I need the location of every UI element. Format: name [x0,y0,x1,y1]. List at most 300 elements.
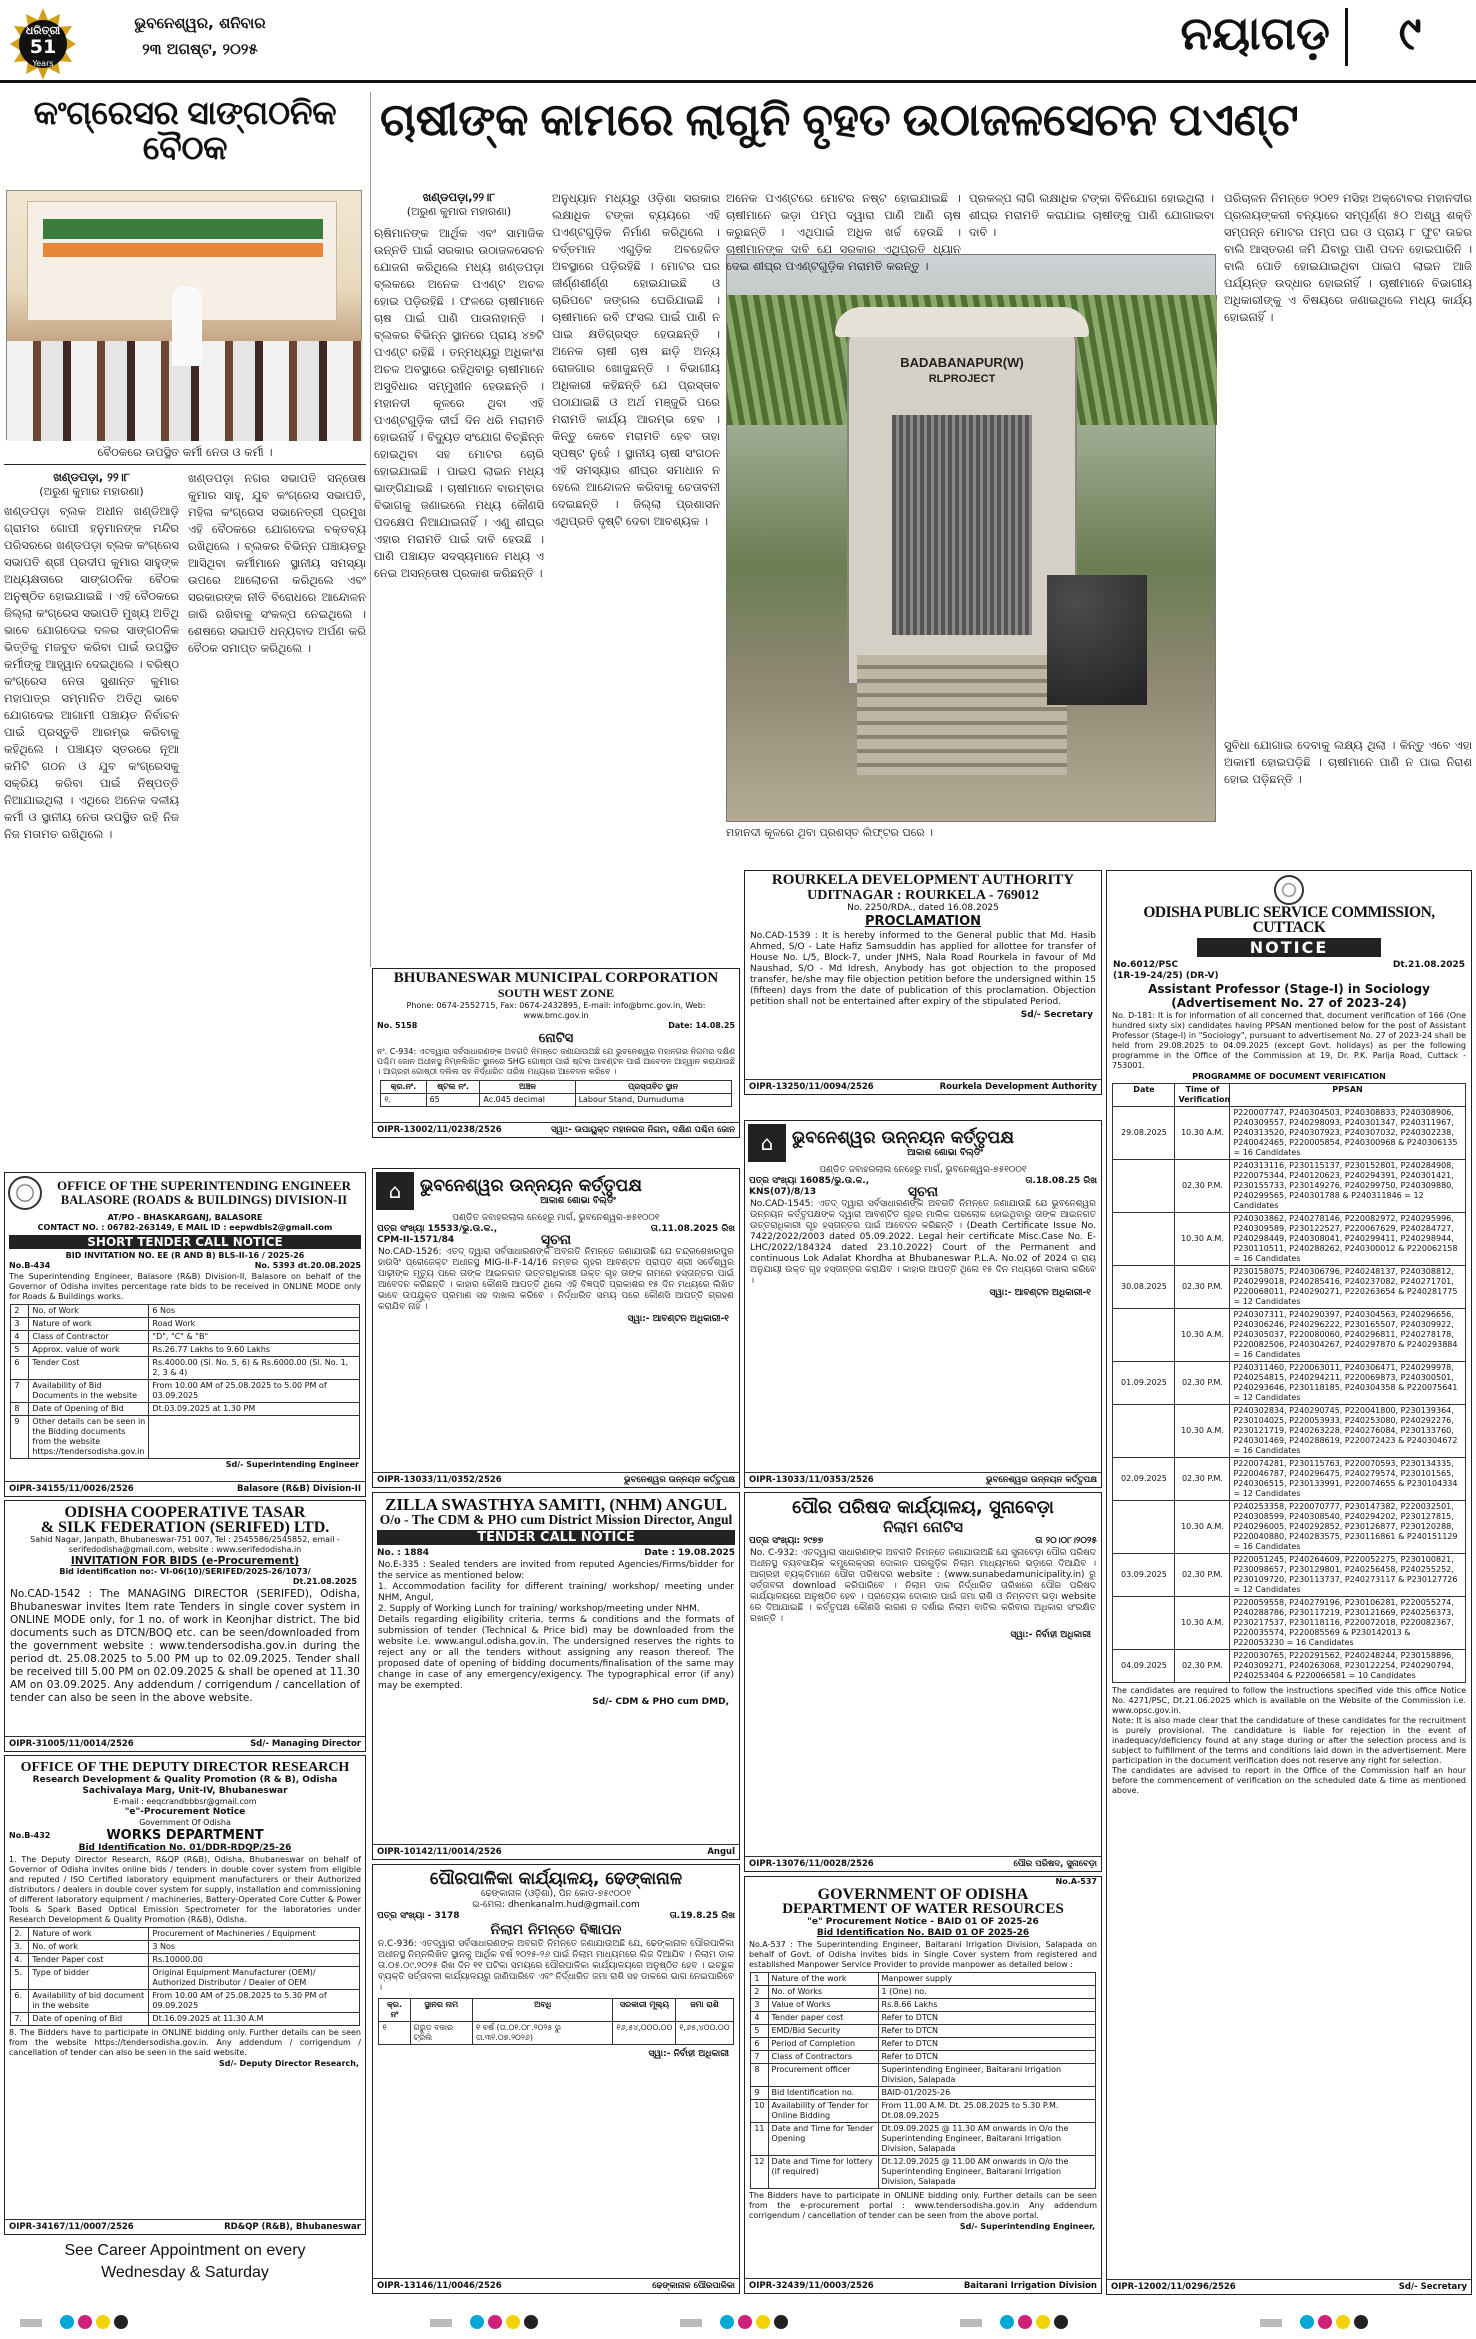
table-cell: Availability of bid document in the website [29,1990,149,2013]
ddr-body: 1. The Deputy Director Research, R&QP (R&B), Odisha, Bhubaneswar on behalf of Governor of Odisha invites online bids / tenders in double cover system from eligible and reputed / ISO Certified laboratory equipment manufacturers or their Authorized distributors / dealers in double cover system for supply, installation and commissioning of different laboratory equipment / machineries, Battery-Operated Core Cutter & Power Tools & Spark Based Optical Emission Spectrometer for the laboratories under Research Development & Quality Promotion (R&B), Odisha. [9,1855,361,1924]
table-cell [1113,1160,1175,1213]
registration-bar [960,2319,982,2327]
bda1-sub: ଆକାଶ ଶୋଭା ବିଲ୍ଡିଂ [540,1195,616,1206]
opsc-oipr: OIPR-12002/11/0296/2526 [1111,2282,1236,2292]
table-cell: 03.09.2025 [1113,1554,1175,1597]
zss-date: Date : 19.08.2025 [644,1548,735,1558]
bda2-address: ପଣ୍ଡିତ ଜବାହରଲାଲ ନେହେରୁ ମାର୍ଗ, ଭୁବନେଶ୍ୱର-୭୫୧୦୦୧ [819,1165,1027,1175]
bda1-date: ତା.11.08.2025 ରିଖ [650,1224,735,1234]
registration-dot [738,2315,752,2329]
registration-dot [774,2315,788,2329]
table-cell: Dt.09.09.2025 @ 11.30 AM onwards in O/o the Superintending Engineer, Baitarani Irrigation Division, Salapada [878,2123,1095,2156]
bmc-contact: Phone: 0674-2552715, Fax: 0674-2432895, E-mail: info@bmc.gov.in, Web: www.bmc.gov.in [406,1001,706,1020]
ose-bno: No.B-434 [9,1261,51,1270]
dhenk-body: ନ.C-936: ଏତଦ୍ୱାରା ସର୍ବସାଧାରଣଙ୍କ ଅବଗତି ନିମନ୍ତେ ଜଣାଯାଉଅଛି ଯେ, ଢେଙ୍କାନାଳ ପୌରପାଳିକା ଅଧୀନସ୍ଥ ନିମ୍ନଲିଖିତ ସ୍ଥାନକୁ ଆର୍ଥିକ ବର୍ଷ ୨୦୨୫-୨୬ ପାଇଁ ନିଲାମ ମାଧ୍ୟମରେ ଲିଜ ଦିଆଯିବ । ନିଲାମ ଡାକ ତା.୦୫.୦୯.୨୦୨୫ ରିଖ ଦିନ ୧୧ ଘଟିକା ସମୟରେ ପୌରପାଳିକା କାର୍ଯ୍ୟାଳୟରେ ଅନୁଷ୍ଠିତ ହେବ । ଇଚ୍ଛୁକ ବ୍ୟକ୍ତି ସର୍ତ୍ତାବଳୀ କାର୍ଯ୍ୟାଳୟରୁ ଜାଣିପାରିବେ ଏବଂ ନିର୍ଦ୍ଧାରିତ ଜମା ରାଶି ସହ ଡାକରେ ଭାଗ ନେଇପାରିବେ । [378,1939,734,1993]
bda1-oipr: OIPR-13033/11/0352/2526 [377,1475,502,1485]
table-cell: 8 [11,1403,29,1416]
dwr-dept: DEPARTMENT OF WATER RESOURCES [782,1901,1064,1917]
registration-dot [1054,2315,1068,2329]
table-cell: 2 [751,1986,768,1999]
opsc-notice [1106,870,1472,2295]
opsc-adv: (Advertisement No. 27 of 2023-24) [1171,996,1407,1010]
table-row [1113,1213,1465,1266]
table-cell: 02.30 P.M. [1175,1458,1230,1501]
table-cell: P240303862, P240278146, P220082972, P240295996, P240309589, P230122527, P220067629, P240284727, P240298449, P240308041, P240299411, P240298944, P230110511, P240288262, P240300012 & P220062158 = 16 Candidates [1230,1213,1465,1266]
ddr-bar: WORKS DEPARTMENT [106,1828,264,1843]
table-cell: P240307311, P240290397, P240304563, P240296656, P240306246, P240296222, P230165507, P240309922, P240305037, P220080060, P240296811, P240278178, P220082506, P240304267, P240297870 & P240293884 = 16 Candidates [1230,1309,1465,1362]
table-cell: Period of Completion [768,2038,878,2051]
table-cell: 5. [11,1967,29,1990]
zss-subtitle: O/o - The CDM & PHO cum District Mission Director, Angul [379,1512,733,1527]
ose-contact: CONTACT NO. : 06782-263149, E MAIL ID : eepwdbls2@gmail.com [37,1223,333,1232]
table-cell: 02.30 P.M. [1175,1266,1230,1309]
table-cell: Bid Identification no. [768,2087,878,2100]
opsc-signature: Sd/- Secretary [1398,2282,1467,2292]
opsc-intro: No. D-181: It is for information of all concerned that, document verification of 166 (One hundred sixty six) candidates having PPSAN mentioned below for the post of Assistant Professor (Stage-I) in "Sociology", pursuant to advertisement No. 27 of 2023-24 shall be held from 29.08.2025 to 04.09.2025 (except Govt. holidays) as per the following programme in the Office of the Commission at 19, Dr. P.K. Parija Road, Cuttack - 753001. [1112,1011,1466,1070]
table-row [751,2012,1095,2025]
ddr-email: E-mail : eeqcrandbbbsr@gmail.com [113,1797,257,1806]
career-banner [4,2240,366,2290]
table-cell: From 10.00 AM of 25.08.2025 to 5.30 PM of 09.09.2025 [149,1990,359,2013]
rda-body: No.CAD-1539 : It is hereby informed to the General public that Md. Hasib Ahmed, S/O - Late Hafiz Samsuddin has applied for allottee for transfer of House No. L/5, Block-7, under JNHS, Nala Road Rourkela in favour of Md Naushad, S/O - Md Idresh, Anybody has got objection to the proposed transfer, he/she may file objection petition before the undersigned within 15 (fifteen) days from the date of publication of this proclamation. Objection petition shall not be entertained after expiry of the stipulated Period. [750,931,1096,1007]
opsc-title: ODISHA PUBLIC SERVICE COMMISSION, CUTTACK [1143,904,1435,936]
sunabeda-auction-notice [744,1492,1102,1872]
registration-dot [1300,2315,1314,2329]
table-row [1113,1107,1465,1160]
table-cell: 7 [11,1380,29,1403]
opsc-sub: (1R-19-24/25) (DR-V) [1113,971,1219,981]
table-cell: 10 [751,2100,768,2123]
dhenk-address: ଢେଙ୍କାନାଳ (ଓଡ଼ିଶା), ପିନ କୋଡ-୭୫୯୦୦୧ [480,1889,632,1899]
registration-bar [430,2319,452,2327]
registration-dot [756,2315,770,2329]
table-cell: Dt.16.09.2025 at 11.30 A.M [149,2013,359,2026]
table-cell: Approx. value of work [29,1344,149,1357]
table-row [11,2013,359,2026]
table-cell: Availability of Bid Documents in the website [29,1380,149,1403]
table-cell: P220059558, P240279196, P230106281, P220055274, P240288786, P230117219, P230121669, P240256373, P230217537, P230118116, P220072018, P220082367, P220035574, P220085569 & P230142013 & P220053230 = 16 Candidates [1230,1597,1465,1650]
table-cell: 1 (One) no. [878,1986,1095,1999]
table-cell: 6 [751,2038,768,2051]
table-cell: Dt.03.09.2025 at 1.30 PM [149,1403,359,1416]
opsc-number: No.6012/PSC [1113,960,1179,970]
serifed-body: No.CAD-1542 : The MANAGING DIRECTOR (SERIFED), Odisha, Bhubaneswar invites Item rate Tenders in single cover system in ONLINE MODE only, for 1 no. of work in Keonjhar district. The bid documents such as DTCN/BOQ etc. can be seen/downloaded from the government website : www.tendersodisha.gov.in during the period dt. 25.08.2025 to 5.00 PM up to 02.09.2025. Tender shall be received till 5.00 PM on 02.09.2025 & shall be opened at 11.30 AM on 03.09.2025. Any addendum / corrigendum / cancellation of tender can also be seen in the above website. [10,1588,360,1704]
table-cell: P240311460, P220063011, P240306471, P240299978, P240254815, P240294211, P220069873, P240300501, P240293646, P230118185, P240304358 & P220075641 = 12 Candidates [1230,1362,1465,1405]
ddr-signature: Sd/- Deputy Director Research, [219,2059,359,2068]
table-row [11,1344,359,1357]
table-cell [1113,1597,1175,1650]
table-cell: 5 [11,1344,29,1357]
ose-table [10,1304,359,1459]
table-header: Time of Verification [1175,1084,1230,1107]
ose-title: OFFICE OF THE SUPERINTENDING ENGINEER [57,1178,351,1193]
table-cell: Refer to DTCN [878,2051,1095,2064]
table-row [1113,1266,1465,1309]
table-header: PPSAN [1230,1084,1465,1107]
table-row [1113,1501,1465,1554]
ddr-gov: Government Of Odisha [139,1818,231,1827]
bda-notice-2 [744,1120,1102,1488]
dhenk-number: ପତ୍ର ସଂଖ୍ୟା - 3178 [377,1911,460,1921]
registration-dot [114,2315,128,2329]
masthead [0,0,1476,90]
lead-column-3a: ଅନେକ ପଏଣ୍ଟରେ ମୋଟର ନଷ୍ଟ ହୋଇଯାଇଛି । ଚାଷୀମାନେ ଭଡ଼ା ପମ୍ପ ଦ୍ୱାରା ପାଣି ଆଣି ଚାଷ କରୁଛନ୍ତି । ଏଥିପାଇଁ ଅଧିକ ଖର୍ଚ୍ଚ ହେଉଛି । ଚାଷୀମାନଙ୍କ ଦାବି ଯେ ସରକାର ଏଥିପ୍ରତି ଧ୍ୟାନ ଦେଇ ଶୀଘ୍ର ପଏଣ୍ଟଗୁଡ଼ିକ ମରାମତି କରନ୍ତୁ । [726,191,961,273]
opsc-table [1112,1083,1465,1683]
congress-headline: କଂଗ୍ରେସର ସାଙ୍ଗଠନିକ ବୈଠକ [33,94,337,166]
rda-number: No. 2250/RDA., dated 16.08.2025 [847,903,999,913]
bda2-body: No.CAD-1545: ଏତଦ୍ ଦ୍ୱାରା ସର୍ବସାଧାରଣଙ୍କ ଅବଗତି ନିମନ୍ତେ ଜଣାଯାଉଛି ଯେ ଭୁବନେଶ୍ୱର ଉନ୍ନୟନ କର୍ତ୍ତୃପକ୍ଷଙ୍କ ଦ୍ୱାରା ଆବଣ୍ଟିତ ଗୃହର ମାଲିକ ପରଲୋକ ହୋଇଥିବାରୁ ତାଙ୍କ ଆଇନଗତ ଉତ୍ତରାଧିକାରୀ ଗୃହ ହସ୍ତାନ୍ତର ପାଇଁ ଆବେଦନ କରିଛନ୍ତି । (Death Certificate Issue No. 7422/2022/2003 dated 05.09.2022. Legal heir certificate Misc.Case No. E-LHC/2022/184324 dated 23.10.2022) Court of the Permanent and continuous Lok Adalat Khordha at Bhubaneswar P.L.A. No.02 of 2024 ର ରାୟ ଅନୁଯାୟୀ ଉକ୍ତ ଗୃହ ହସ୍ତାନ୍ତର କରାଯିବ । କାହାର ଆପତ୍ତି ଥିଲେ ୧୫ ଦିନ ମଧ୍ୟରେ ଦାଖଲ କରିବେ । [750,1199,1096,1286]
dwr-table [750,1972,1095,2189]
opsc-date: Dt.21.08.2025 [1392,960,1465,970]
table-cell: "D", "C" & "B" [149,1331,359,1344]
lead-byline: (ଅରୁଣ କୁମାର ମହାରଣା) [406,205,512,218]
table-row [1113,1597,1465,1650]
table-cell: P240302834, P240290745, P220041800, P230139364, P230104025, P220053933, P240253080, P240292276, P230121719, P240263228, P240276084, P230133760, P240301469, P240288619, P220072423 & P240304672 = 16 Candidates [1230,1405,1465,1458]
table-cell: P220051245, P240264609, P220052275, P230100821, P230098657, P230129801, P240256458, P240255252, P230109720, P230113737, P240273117 & P230127726 = 12 Candidates [1230,1554,1465,1597]
table-cell [1113,1501,1175,1554]
dwr-no: No.A-537 [1055,1877,1097,1886]
sunab-signature-2: ପୌର ପରିଷଦ, ସୁନାବେଡ଼ା [1013,1859,1097,1869]
registration-dot [1354,2315,1368,2329]
table-cell: 5 [751,2025,768,2038]
dhenk-email: ଇ-ମେଲ: dhenkanalm.hud@gmail.com [472,1900,640,1910]
ose-signature-2: Balasore (R&B) Division-II [237,1484,361,1494]
zss-angul-notice [372,1492,740,1860]
sunab-oipr: OIPR-13076/11/0028/2526 [749,1859,874,1869]
table-row [11,1305,359,1318]
bda2-sub: ଆକାଶ ଶୋଭା ବିଲ୍ଡିଂ [907,1147,983,1158]
table-cell: 4. [11,1954,29,1967]
table-cell: 02.30 P.M. [1175,1160,1230,1213]
table-cell: Rs.8.66 Lakhs [878,1999,1095,2012]
table-cell: P220030765, P220291562, P240248244, P230158896, P240309271, P240263068, P230122254, P240290794, P240253404 & P220066581 = 10 Candidates [1230,1650,1465,1683]
bda1-body: No.CAD-1526: ଏତଦ୍ ଦ୍ୱାରା ସର୍ବସାଧାରଣଙ୍କ ଅବଗତି ନିମନ୍ତେ ଜଣାଯାଉଛି ଯେ ଚନ୍ଦ୍ରଶେଖରପୁର ହାଉସିଂ ପ୍ରୋଜେକ୍ଟ ଅଧୀନସ୍ଥ MIG-II-F-14/16 ନମ୍ବର ଗୃହର ଆବଣ୍ଟନ ପ୍ରାପ୍ତ ଶ୍ରୀ ସର୍ବେଶ୍ୱର ପାଢ଼ୀଙ୍କ ମୃତ୍ୟୁ ପରେ ତାଙ୍କ ଆଇନଗତ ଉତ୍ତରାଧିକାରୀ ଉକ୍ତ ଗୃହ ତାଙ୍କ ନାମରେ ହସ୍ତାନ୍ତର ପାଇଁ ଆବେଦନ କରିଛନ୍ତି । କାହାର କୌଣସି ଆପତ୍ତି ଥିଲେ ଏହି ବିଜ୍ଞପ୍ତି ପ୍ରକାଶର ୧୫ ଦିନ ମଧ୍ୟରେ ଲିଖିତ ଭାବେ ଉପଯୁକ୍ତ ପ୍ରମାଣ ସହ ଦାଖଲ କରିବେ । ନିର୍ଦ୍ଧାରିତ ସମୟ ପରେ କୌଣସି ଆପତ୍ତି ଗ୍ରହଣ କରାଯିବ ନାହିଁ । [378,1247,734,1312]
table-cell: 2 [11,1305,29,1318]
dwr-intro: No.A-537 : The Superintending Engineer, Baitarani Irrigation Division, Salapada on behalf of Govt. of Odisha invites bids in Single Cover system from registered and established Manpower Service Provider to provide manpower as detailed below : [749,1940,1097,1969]
table-row [1113,1160,1465,1213]
registration-dot [1036,2315,1050,2329]
serifed-bid: Bid identification no:- VI-06(10)/SERIFED/2025-26/1073/ [59,1567,311,1576]
bmc-notice [372,968,740,1138]
table-cell: Tender paper cost [768,2012,878,2025]
lead-column-3b: ପ୍ରକଳ୍ପ ଲାଗି ଲକ୍ଷାଧିକ ଟଙ୍କା ବିନିଯୋଗ ହୋଇଥିଲା । ଶୀଘ୍ର ମରାମତି କରାଯାଇ ଚାଷୀଙ୍କୁ ପାଣି ଯୋଗାଇବା ଦାବି । [969,191,1214,239]
table-cell: 10.30 A.M. [1175,1107,1230,1160]
ddr-signature-2: RD&QP (R&B), Bhubaneswar [224,2222,361,2232]
serifed-oipr: OIPR-31005/11/0014/2526 [9,1739,134,1749]
table-cell: Other details can be seen in the Bidding documents from the website https://tendersodisha.gov.in [29,1416,149,1459]
rda-proclamation [744,870,1102,1095]
table-row [11,1403,359,1416]
registration-dot [524,2315,538,2329]
table-cell: Nature of work [29,1318,149,1331]
table-cell: Procurement of Machineries / Equipment [149,1928,359,1941]
bda2-bar: ସୂଚନା [907,1184,939,1200]
table-cell: 8 [751,2064,768,2087]
table-row [751,2087,1095,2100]
table-row [1113,1362,1465,1405]
bmc-notice-label: ନୋଟିସ [538,1031,574,1046]
dhenk-title: ପୌରପାଳିକା କାର୍ଯ୍ୟାଳୟ, ଢେଙ୍କାନାଳ [429,1869,683,1889]
ose-division: BALASORE (ROADS & BUILDINGS) DIVISION-II [60,1193,348,1207]
registration-dot [1018,2315,1032,2329]
table-cell: 30.08.2025 [1113,1266,1175,1309]
serifed-date: Dt.21.08.2025 [292,1577,357,1586]
logo-text: ଧରିତ୍ରୀ [25,24,61,37]
table-cell: Date and Time for lottery (if required) [768,2156,878,2189]
table-cell: 9 [751,2087,768,2100]
table-cell: 02.30 P.M. [1175,1362,1230,1405]
table-cell: Dt.12.09.2025 @ 11.00 AM onwards in O/o the Superintending Engineer, Baitarani Irrigation Division, Salapada [878,2156,1095,2189]
registration-bar [20,2319,42,2327]
table-row [751,2156,1095,2189]
bda1-bar: ସୂଚନା [540,1232,572,1248]
dhenk-oipr: OIPR-13146/11/0046/2526 [377,2281,502,2291]
table-cell: 10.30 A.M. [1175,1405,1230,1458]
table-cell: 10.30 A.M. [1175,1501,1230,1554]
ddr-subtitle: Research Development & Quality Promotion (R & B), Odisha [32,1775,338,1785]
lead-photo-caption: ମହାନଦୀ କୂଳରେ ଥିବା ପ୍ରଶସ୍ତ ଲିଫ୍ଟର ଘରେ । [726,826,934,839]
bda1-address: ପଣ୍ଡିତ ଜବାହରଲାଲ ନେହେରୁ ମାର୍ଗ, ଭୁବନେଶ୍ୱର-୭୫୧୦୦୧ [452,1213,660,1223]
table-cell: P240253358, P220070777, P230147382, P220032501, P240308599, P240308540, P240294202, P230127815, P240296005, P240292852, P230126877, P230120288, P220040880, P240283575, P230116861 & P240151129 = 16 Candidates [1230,1501,1465,1554]
table-row [751,1999,1095,2012]
lead-column-1: ଋଷିମାନଙ୍କ ଆର୍ଥିକ ଏବଂ ସାମାଜିକ ଉନ୍ନତି ପାଇଁ ସରକାର ଉଠାଜଳସେଚନ ଯୋଜନା କରିଥିଲେ ମଧ୍ୟ ଖଣ୍ଡପଡ଼ା ବ୍ଲକରେ ଅନେକ ପଏଣ୍ଟ ଅଚଳ ହୋଇ ପଡ଼ିରହିଛି । ଫଳରେ ଚାଷୀମାନେ ଚାଷ ପାଇଁ ପାଣି ପାଉନାହାନ୍ତି । ବ୍ଲକର ବିଭିନ୍ନ ସ୍ଥାନରେ ପ୍ରାୟ ୪୭ଟି ପଏଣ୍ଟ ରହିଛି । ତନ୍ମଧ୍ୟରୁ ଅଧିକାଂଶ ଅଚଳ ଅବସ୍ଥାରେ ରହିଥିବାରୁ ଚାଷୀମାନେ ଅସୁବିଧାର ସମ୍ମୁଖୀନ ହେଉଛନ୍ତି । ମହାନଦୀ କୂଳରେ ଥିବା ଏହି ପଏଣ୍ଟଗୁଡ଼ିକ ଦୀର୍ଘ ଦିନ ଧରି ମରାମତି ହୋଇନାହିଁ । ବିଦ୍ୟୁତ ସଂଯୋଗ ବିଚ୍ଛିନ୍ନ ହୋଇଥିବା ସହ ମୋଟର ଚୋରି ହୋଇଯାଇଛି । ପାଇପ ଲାଇନ ମଧ୍ୟ ଭାଙ୍ଗିଯାଇଛି । ଚାଷୀମାନେ ବାରମ୍ବାର ବିଭାଗକୁ ଜଣାଇଲେ ମଧ୍ୟ କୌଣସି ପଦକ୍ଷେପ ନିଆଯାଇନାହିଁ । ଏଣୁ ଶୀଘ୍ର ଏହାର ମରାମତି ପାଇଁ ଦାବି ହେଉଛି । ପାଣି ପଞ୍ଚାୟତ ସଦସ୍ୟମାନେ ମଧ୍ୟ ଏ ନେଇ ଅସନ୍ତୋଷ ପ୍ରକାଶ କରିଛନ୍ତି । [374,226,544,580]
congress-byline: (ଅରୁଣ କୁମାର ମହାରଣା) [39,485,144,498]
page-number: ୯ [1398,6,1422,60]
table-row [1113,1458,1465,1501]
table-cell: No. of Work [29,1305,149,1318]
ddr-oipr: OIPR-34167/11/0007/2526 [9,2222,134,2232]
table-cell: 10.30 A.M. [1175,1597,1230,1650]
opsc-footer: The candidates are required to follow the instructions specified vide this office Notice No. 4271/PSC, Dt.21.06.2025 which is available on the Website of the Commission i.e. www.opsc.gov.in. Note: It is also made clear that the candidature of these candidates for the recruitment is purely provisional. The candidature is liable for rejection in the event of inadequacy/deficiency found at any stage during or after the selection process and is subject to fulfillment of the terms and conditions laid down in the advertisement. Mere participation in the document verification does not reserve any right for selection. The candidates are advised to report in the Office of the Commission half an hour before the commencement of verification on the scheduled date & time as mentioned above. [1112,1686,1466,1795]
registration-dot [96,2315,110,2329]
table-row [11,1967,359,1990]
table-cell [149,1416,359,1459]
table-cell: 10.30 A.M. [1175,1213,1230,1266]
anniversary-logo [8,6,78,80]
dwr-signature-2: Baitarani Irrigation Division [963,2281,1097,2291]
table-cell: 10.30 A.M. [1175,1309,1230,1362]
table-cell: Road Work [149,1318,359,1331]
lead-photo [726,254,1216,822]
table-cell [1113,1213,1175,1266]
table-cell: EMD/Bid Security [768,2025,878,2038]
bda2-number: ପତ୍ର ସଂଖ୍ୟା 16085/ଭୁ.ଉ.କ., [749,1176,870,1186]
dhenk-date: ତା.19.8.25 ରିଖ [669,1911,735,1921]
table-cell: 04.09.2025 [1113,1650,1175,1683]
ose-signature: Sd/- Superintending Engineer [225,1460,359,1469]
logo-sub: Years [32,59,54,68]
congress-dateline: ଖଣ୍ଡପଡ଼ା, ୨୨।୮ [53,470,130,484]
table-cell: 6. [11,1990,29,2013]
opsc-post: Assistant Professor (Stage-I) in Sociology [1148,982,1430,996]
ddr-note: 8. The Bidders have to participate in ONLINE bidding only. Further details can be seen from the website https://tendersodisha.gov.in. Any addendum / corrigendum / cancellation of tender can also be seen in the said website. [9,2028,361,2057]
dhenk-bar: ନିଲାମ ନିମନ୍ତେ ବିଜ୍ଞାପନ [490,1922,622,1938]
table-cell: Nature of work [29,1928,149,1941]
sunab-signature: ସ୍ୱା:- ନିର୍ବାହୀ ଅଧିକାରୀ [1010,1630,1091,1640]
table-row [11,1416,359,1459]
masthead-date: ୨୩ ଅଗଷ୍ଟ, ୨୦୨୫ [142,40,258,58]
table-row [751,2025,1095,2038]
sunab-bar: ନିଲାମ ନୋଟିସ [883,1518,963,1536]
ose-oipr: OIPR-34155/11/0026/2526 [9,1484,134,1494]
dhenk-table: କ୍ର. ନଂ ସ୍ଥାନର ନାମ ଅବଧି ସରକାରୀ ମୂଲ୍ୟ ଜମା ରାଶି ୧ ଗରୁଡ଼ ବଜାର ଟ୍ରିଲି ୧ ବର୍ଷ (ତା.୦୧.୦୮.୨୦୨୫ ରୁ ତା.୩୧.୦୭.୨୦୨୬) ୧୬,୫୪,୦୦୦.୦୦ ୧,୬୫,୪୦୦.୦୦ [378,1998,733,2045]
table-cell: Procurement officer [768,2064,878,2087]
table-cell: From 11.00 A.M. Dt. 25.08.2025 to 5.30 P.M. Dt.08.09.2025 [878,2100,1095,2123]
ose-number: No. 5393 dt.20.08.2025 [254,1261,361,1270]
print-registration-marks [0,2305,1476,2339]
lead-story [374,92,1474,865]
table-row [751,1986,1095,1999]
table-cell: Rs.10000.00 [149,1954,359,1967]
table-cell: 2. [11,1928,29,1941]
table-row [1113,1405,1465,1458]
table-cell: Date of Opening of Bid [29,1403,149,1416]
table-cell: 1 [751,1973,768,1986]
table-cell: 4 [11,1331,29,1344]
table-cell: Nature of the work [768,1973,878,1986]
ddr-table [10,1927,359,2026]
opsc-notice-label: NOTICE [1197,938,1381,957]
table-row [751,1973,1095,1986]
table-cell: 3. [11,1941,29,1954]
table-cell: P240313116, P230115137, P230152801, P240284908, P220075344, P240120623, P240294391, P240301421, P230155733, P230149276, P240299750, P240309880, P240299565, P240301788 & P240311846 = 12 Candidates [1230,1160,1465,1213]
bda1-signature-2: ଭୁବନେଶ୍ୱର ଉନ୍ନୟନ କର୍ତ୍ତୃପକ୍ଷ [624,1475,735,1485]
table-cell: 9 [11,1416,29,1459]
odisha-emblem-icon [8,1176,42,1210]
table-cell: 3 [751,1999,768,2012]
bmc-title: BHUBANESWAR MUNICIPAL CORPORATION [393,970,719,986]
section-name: ନୟାଗଡ଼ [1180,6,1330,60]
table-cell: 6 [11,1357,29,1380]
dwr-note: The Bidders have to participate in ONLINE bidding only. Further details can be seen from the e-procurement portal : www.tendersodisha.gov.in Any addendum corrigendum / cancellation of tender can be seen from the above portal. [749,2191,1097,2220]
zss-bar: TENDER CALL NOTICE [377,1530,735,1545]
table-cell: 3 Nos [149,1941,359,1954]
bda1-number: ପତ୍ର ସଂଖ୍ୟା 15533/ଭୁ.ଉ.କ., [377,1224,498,1234]
registration-dot [488,2315,502,2329]
table-row [11,1941,359,1954]
bda1-title: ଭୁବନେଶ୍ୱର ଉନ୍ନୟନ କର୍ତ୍ତୃପକ୍ଷ [420,1175,642,1196]
table-cell: 29.08.2025 [1113,1107,1175,1160]
opsc-emblem-icon [1274,875,1304,905]
table-cell: Refer to DTCN [878,2012,1095,2025]
registration-bar [1260,2319,1282,2327]
table-cell: 3 [11,1318,29,1331]
bmc-date: Date: 14.08.25 [668,1021,735,1030]
table-cell: Refer to DTCN [878,2038,1095,2051]
bda1-cpm: CPM-II-1571/84 [377,1235,455,1245]
table-cell: Refer to DTCN [878,2025,1095,2038]
dwr-bid: Bid Identification No. BAID 01 OF 2025-26 [816,1928,1030,1938]
lead-column-2: ଅନୁଧ୍ୟାନ ମଧ୍ୟରୁ ଓଡ଼ିଶା ସରକାର ଲକ୍ଷାଧିକ ଟଙ୍କା ବ୍ୟୟରେ ଏହି ପଏଣ୍ଟଗୁଡ଼ିକ ନିର୍ମାଣ କରିଥିଲେ । ବର୍ତ୍ତମାନ ଏଗୁଡ଼ିକ ଅବହେଳିତ ଅବସ୍ଥାରେ ପଡ଼ିରହିଛି । ମୋଟର ଘର ଜୀର୍ଣ୍ଣଶୀର୍ଣ୍ଣ ହୋଇଯାଇଛି ଓ ଚାରିପଟେ ଜଙ୍ଗଲ ଘେରିଯାଇଛି । ଚାଷୀମାନେ ରବି ଫସଲ ପାଇଁ ପାଣି ନ ପାଇ କ୍ଷତିଗ୍ରସ୍ତ ହେଉଛନ୍ତି । ଅନେକ ଚାଷୀ ଚାଷ ଛାଡ଼ି ଅନ୍ୟ ରୋଜଗାର ଖୋଜୁଛନ୍ତି । ବିଭାଗୀୟ ଅଧିକାରୀ କହିଛନ୍ତି ଯେ ପ୍ରସ୍ତାବ ପଠାଯାଇଛି ଓ ଅର୍ଥ ମଞ୍ଜୁରି ପରେ ମରାମତି କାର୍ଯ୍ୟ ଆରମ୍ଭ ହେବ । କିନ୍ତୁ କେବେ ମରାମତି ହେବ ତାହା ସ୍ପଷ୍ଟ ନୁହେଁ । ସ୍ଥାନୀୟ ଚାଷୀ ସଂଗଠନ ଏହି ସମସ୍ୟାର ଶୀଘ୍ର ସମାଧାନ ନ ହେଲେ ଆନ୍ଦୋଳନ କରିବାକୁ ଚେତାବନୀ ଦେଇଛନ୍ତି । ଜିଲ୍ଲା ପ୍ରଶାସନ ଏଥିପ୍ରତି ଦୃଷ୍ଟି ଦେବା ଆବଶ୍ୟକ । [552,191,720,528]
rda-proclamation-label: PROCLAMATION [864,914,982,929]
serifed-signature: Sd/- Managing Director [250,1739,361,1749]
ddr-works-notice [4,1755,366,2235]
registration-dot [1318,2315,1332,2329]
congress-photo-caption: ବୈଠକରେ ଉପସ୍ଥିତ କର୍ମୀ ନେତା ଓ କର୍ମୀ । [97,445,273,459]
career-line-1: See Career Appointment on every [64,2242,306,2259]
sunab-title: ପୌର ପରିଷଦ କାର୍ଯ୍ୟାଳୟ, ସୁନାବେଡ଼ା [792,1497,1054,1518]
masthead-city-day: ଭୁବନେଶ୍ୱର, ଶନିବାର [134,14,266,32]
table-cell: Rs.4000.00 (Sl. No. 5, 6) & Rs.6000.00 (Sl. No. 1, 2, 3 & 4) [149,1357,359,1380]
dwr-title: GOVERNMENT OF ODISHA [817,1886,1029,1903]
rda-title: ROURKELA DEVELOPMENT AUTHORITY [771,872,1075,888]
bda2-oipr: OIPR-13033/11/0353/2526 [749,1475,874,1485]
ddr-bid: Bid Identification No. 01/DDR-RDQP/25-26 [78,1843,292,1853]
opsc-programme: PROGRAMME OF DOCUMENT VERIFICATION [1192,1072,1386,1081]
bmc-zone: SOUTH WEST ZONE [497,986,615,1000]
registration-dot [506,2315,520,2329]
rda-signature: Sd/- Secretary [1020,1010,1093,1020]
table-cell: Date and Time for Tender Opening [768,2123,878,2156]
table-cell: Tender Cost [29,1357,149,1380]
table-cell: 6 Nos [149,1305,359,1318]
table-cell: Original Equipment Manufacturer (OEM)/ Authorized Distributor / Dealer of OEM [149,1967,359,1990]
lead-photo-sign: BADABANAPUR(W) [900,355,1024,370]
table-cell: 11 [751,2123,768,2156]
bmc-oipr: OIPR-13002/11/0238/2526 [377,1125,502,1135]
ddr-title: OFFICE OF THE DEPUTY DIRECTOR RESEARCH [20,1760,350,1775]
sunab-number: ପତ୍ର ସଂଖ୍ୟା: ୨୯୭୭ [749,1536,824,1546]
table-cell: Availability of Tender for Online Bidding [768,2100,878,2123]
table-cell: Type of bidder [29,1967,149,1990]
bmc-number: No. 5158 [377,1021,418,1030]
serifed-bar: INVITATION FOR BIDS (e-Procurement) [70,1555,300,1567]
zss-oipr: OIPR-10142/11/0014/2526 [377,1847,502,1857]
table-cell: Tender Paper cost [29,1954,149,1967]
sunab-body: No. C-932: ଏତଦ୍ୱାରା ସାଧାରଣଙ୍କ ଅବଗତି ନିମନ୍ତେ ଜଣାଯାଉଅଛି ଯେ ସୁନାବେଡ଼ା ପୌର ପରିଷଦ ଅଧୀନସ୍ଥ ବ୍ୟବସାୟିକ କମ୍ପ୍ଲେକ୍ସର ଦୋକାନ ଘରଗୁଡ଼ିକ ନିଲାମ ମାଧ୍ୟମରେ ଭଡ଼ାରେ ଦିଆଯିବ । ଆଗ୍ରହୀ ବ୍ୟକ୍ତିମାନେ ପୌର ପରିଷଦର website : (www.sunabedamunicipality.in) ରୁ ସର୍ତ୍ତାବଳୀ download କରିପାରିବେ । ନିଲାମ ଡାକ ନିର୍ଦ୍ଧାରିତ ତାରିଖରେ ପୌର ପରିଷଦ କାର୍ଯ୍ୟାଳୟରେ ଅନୁଷ୍ଠିତ ହେବ । ପ୍ରତ୍ୟେକ ଦୋକାନ ପାଇଁ ଜମା ରାଶି ଓ ନିମ୍ନତମ ଭଡ଼ା website ରେ ଦିଆଯାଇଛି । କର୍ତ୍ତୃପକ୍ଷ କୌଣସି କାରଣ ନ ଦର୍ଶାଇ ନିଲାମ ବାତିଲ କରିବାର ଅଧିକାର ସଂରକ୍ଷିତ ରଖନ୍ତି । [750,1548,1096,1624]
bda2-signature: ସ୍ୱା:- ଆବଣ୍ଟନ ଅଧିକାରୀ-୧ [989,1288,1091,1298]
table-cell: P220074281, P230115763, P220070593, P230134335, P220046787, P240296475, P240279574, P230101565, P240306515, P230133991, P220074655 & P230104334 = 12 Candidates [1230,1458,1465,1501]
table-cell: No. of work [29,1941,149,1954]
table-cell [1113,1405,1175,1458]
table-cell: 02.30 P.M. [1175,1650,1230,1683]
bda2-date: ତା.18.08.25 ରିଖ [1025,1176,1097,1186]
rda-oipr: OIPR-13250/11/0094/2526 [749,1082,874,1092]
serifed-address: Sahid Nagar, Janpath, Bhubaneswar-751 007, Tel : 2545586/2545852, email - serifedodisha@gmail.com, website : www.serifedodisha.in [30,1535,340,1554]
lead-column-4: ପରିଚାଳନ ନିମନ୍ତେ ୨୦୧୨ ମସିହା ଅକ୍ଟୋବର ମହାନଦୀର ପ୍ରଲୟଙ୍କରୀ ବନ୍ୟାରେ ସମ୍ପୂର୍ଣ୍ଣ ୫୦ ଅଶ୍ୱ ଶକ୍ତି ସମ୍ପନ୍ନ ମୋଟର ପମ୍ପ ଘର ଓ ପ୍ରାୟ ୮ ଫୁଟ ଉଚ୍ଚର ବାଲି ଆସ୍ତରଣ ଜମି ଯିବାରୁ ପାଣି ପଦନ ହୋଇପାରିନି । ବାଲି ପୋତି ହୋଇଯାଇଥିବା ପାଇପ ଲାଇନ ଆଜି ପର୍ଯ୍ୟନ୍ତ ଉଦ୍ଧାର ହୋଇନାହିଁ । ଚାଷୀମାନେ ବିଭାଗୀୟ ଅଧିକାରୀଙ୍କୁ ଏ ବିଷୟରେ ଜଣାଇଥିଲେ ମଧ୍ୟ କାର୍ଯ୍ୟ ହୋଇନାହିଁ । [1224,191,1472,324]
ddr-address: Sachivalaya Marg, Unit-IV, Bhubaneswar [82,1786,288,1796]
rda-address: UDITNAGAR : ROURKELA - 769012 [807,888,1039,903]
table-header: Date [1113,1084,1175,1107]
ose-bar: SHORT TENDER CALL NOTICE [9,1235,361,1249]
bda2-kns: KNS(07)/8/13 [749,1187,817,1197]
bda-logo-icon: ⌂ [748,1124,786,1162]
registration-dot [60,2315,74,2329]
bda2-title: ଭୁବନେଶ୍ୱର ଉନ୍ନୟନ କର୍ତ୍ତୃପକ୍ଷ [792,1127,1014,1148]
table-cell: Class of Contractor [29,1331,149,1344]
registration-dot [470,2315,484,2329]
bmc-signature: ସ୍ୱା:- ଉପାୟୁକ୍ତ ମହାନଗର ନିଗମ, ଦକ୍ଷିଣ ପଶ୍ଚିମ ଜୋନ [550,1125,735,1135]
table-cell: No. of Works [768,1986,878,1999]
table-row [751,2064,1095,2087]
table-row: ୧. 65 Ac.045 decimal Labour Stand, Dumuduma [381,1094,731,1107]
ose-intro: The Superintending Engineer, Balasore (R&B) Division-II, Balasore on behalf of the Governor of Odisha invites percentage rate bids to be received in ONLINE MODE only for Roads & Buildings works. [9,1272,361,1301]
table-cell: From 10.00 AM of 25.08.2025 to 5.00 PM of 03.09.2025 [149,1380,359,1403]
table-cell: 02.09.2025 [1113,1458,1175,1501]
table-row [11,1331,359,1344]
registration-dot [78,2315,92,2329]
table-cell: 01.09.2025 [1113,1362,1175,1405]
registration-dot [1336,2315,1350,2329]
table-cell: 4 [751,2012,768,2025]
table-row [11,1990,359,2013]
bda1-signature: ସ୍ୱା:- ଆବଣ୍ଟନ ଅଧିକାରୀ-୧ [627,1314,729,1324]
table-cell: Superintending Engineer, Baitarani Irrigation Division, Salapada [878,2064,1095,2087]
dhenk-signature-2: ଢେଙ୍କାନାଳ ପୌରପାଳିକା [652,2281,735,2291]
ose-bid: BID INVITATION NO. EE (R AND B) BLS-II-16 / 2025-26 [65,1251,305,1260]
bmc-body: ନଂ. C-934: ଏତଦ୍ୱାରା ସର୍ବସାଧାରଣଙ୍କ ଅବଗତି ନିମନ୍ତେ ଜଣାଯାଉଅଛି ଯେ ଭୁବନେଶ୍ୱର ମହାନଗର ନିଗମର ଦକ୍ଷିଣ ପଶ୍ଚିମ ଜୋନ ଅଧୀନସ୍ଥ ନିମ୍ନଲିଖିତ ସ୍ଥାନରେ SHG ଗୋଷ୍ଠୀ ପାଇଁ ଷ୍ଟଲ ଆବଣ୍ଟନ ପାଇଁ ଆବେଦନ ଆହ୍ୱାନ କରାଯାଉଛି । ଆଗ୍ରହୀ ଗୋଷ୍ଠୀ ଦଲିଲ ସହ ନିର୍ଦ୍ଧାରିତ ତାରିଖ ମଧ୍ୟରେ ଆବେଦନ କରିବେ । [377,1047,735,1076]
table-row [11,1380,359,1403]
